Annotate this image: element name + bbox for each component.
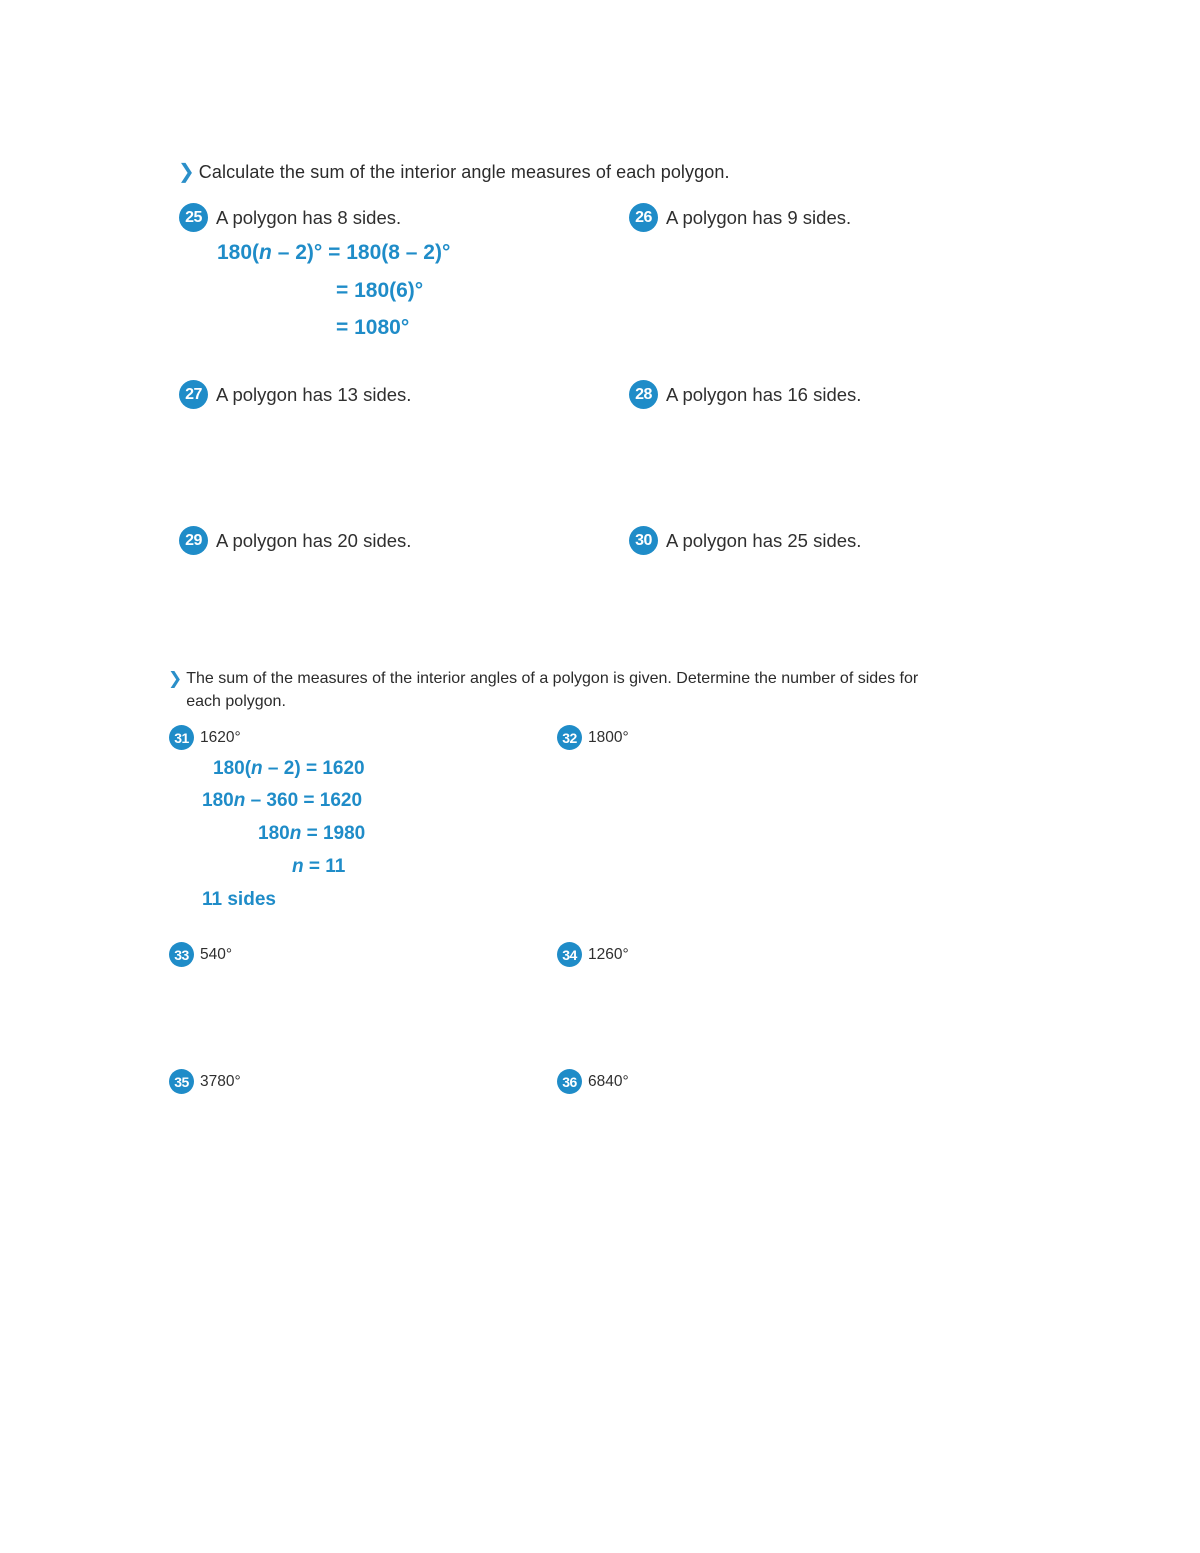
worked-solution-25-line1	[217, 241, 450, 265]
problem-number-badge: 34	[557, 942, 582, 967]
work-part: = 11	[303, 856, 346, 877]
worked-solution-31-line1	[213, 758, 365, 780]
worked-solution-31-line4	[292, 856, 345, 878]
work-part: = 1980	[301, 823, 366, 844]
problem-25	[179, 203, 401, 232]
problem-text: 1800°	[588, 728, 629, 746]
problem-number-badge: 36	[557, 1069, 582, 1094]
problem-text: 1260°	[588, 945, 629, 963]
problem-text: A polygon has 25 sides.	[666, 529, 862, 551]
problem-text: 6840°	[588, 1072, 629, 1090]
problem-number-badge: 25	[179, 203, 208, 232]
instruction-text: Calculate the sum of the interior angle measures of each polygon.	[198, 162, 730, 182]
work-part: 180(	[213, 758, 252, 779]
work-part: – 2)° = 180(8 – 2)°	[271, 241, 451, 264]
problem-number-badge: 32	[557, 725, 582, 750]
problem-29	[179, 526, 411, 555]
variable-n: n	[251, 758, 263, 779]
problem-text: A polygon has 20 sides.	[216, 529, 412, 551]
problem-32	[557, 725, 629, 750]
worked-solution-31-line2	[202, 790, 362, 812]
problem-text: 1620°	[200, 728, 241, 746]
work-answer: 11 sides	[202, 889, 276, 910]
problem-number-badge: 33	[169, 942, 194, 967]
instruction-text: The sum of the measures of the interior angles of a polygon is given. Determine the number of sides for each polygon.	[186, 670, 919, 710]
problem-text: A polygon has 9 sides.	[666, 206, 852, 228]
instruction-1	[178, 161, 730, 183]
instruction-2	[168, 667, 931, 713]
worked-solution-31-answer	[202, 889, 276, 911]
problem-number-badge: 27	[179, 380, 208, 409]
problem-text: 3780°	[200, 1072, 241, 1090]
chevron-right-icon: ❯	[168, 669, 183, 688]
variable-n: n	[292, 856, 304, 877]
variable-n: n	[233, 790, 246, 811]
work-part: = 1080°	[336, 316, 410, 339]
problem-text: A polygon has 16 sides.	[666, 383, 862, 405]
problem-36	[557, 1069, 629, 1094]
problem-number-badge: 30	[629, 526, 658, 555]
problem-text: A polygon has 13 sides.	[216, 383, 412, 405]
problem-27	[179, 380, 411, 409]
problem-number-badge: 31	[169, 725, 194, 750]
work-part: = 180(6)°	[336, 279, 424, 302]
problem-text: 540°	[200, 945, 233, 963]
problem-number-badge: 29	[179, 526, 208, 555]
variable-n: n	[289, 823, 302, 844]
variable-n: n	[259, 241, 272, 264]
worked-solution-31-line3	[258, 823, 365, 845]
problem-number-badge: 35	[169, 1069, 194, 1094]
problem-28	[629, 380, 861, 409]
problem-31	[169, 725, 241, 750]
chevron-right-icon: ❯	[178, 161, 195, 183]
problem-number-badge: 28	[629, 380, 658, 409]
work-part: – 2) = 1620	[262, 758, 365, 779]
problem-text: A polygon has 8 sides.	[216, 206, 402, 228]
work-part: 180	[258, 823, 290, 844]
work-part: – 360 = 1620	[245, 790, 363, 811]
problem-33	[169, 942, 232, 967]
work-part: 180	[202, 790, 234, 811]
problem-34	[557, 942, 629, 967]
work-part: 180(	[217, 241, 260, 264]
worked-solution-25-line3	[336, 316, 409, 340]
problem-35	[169, 1069, 241, 1094]
problem-30	[629, 526, 861, 555]
problem-26	[629, 203, 851, 232]
problem-number-badge: 26	[629, 203, 658, 232]
worked-solution-25-line2	[336, 279, 423, 303]
